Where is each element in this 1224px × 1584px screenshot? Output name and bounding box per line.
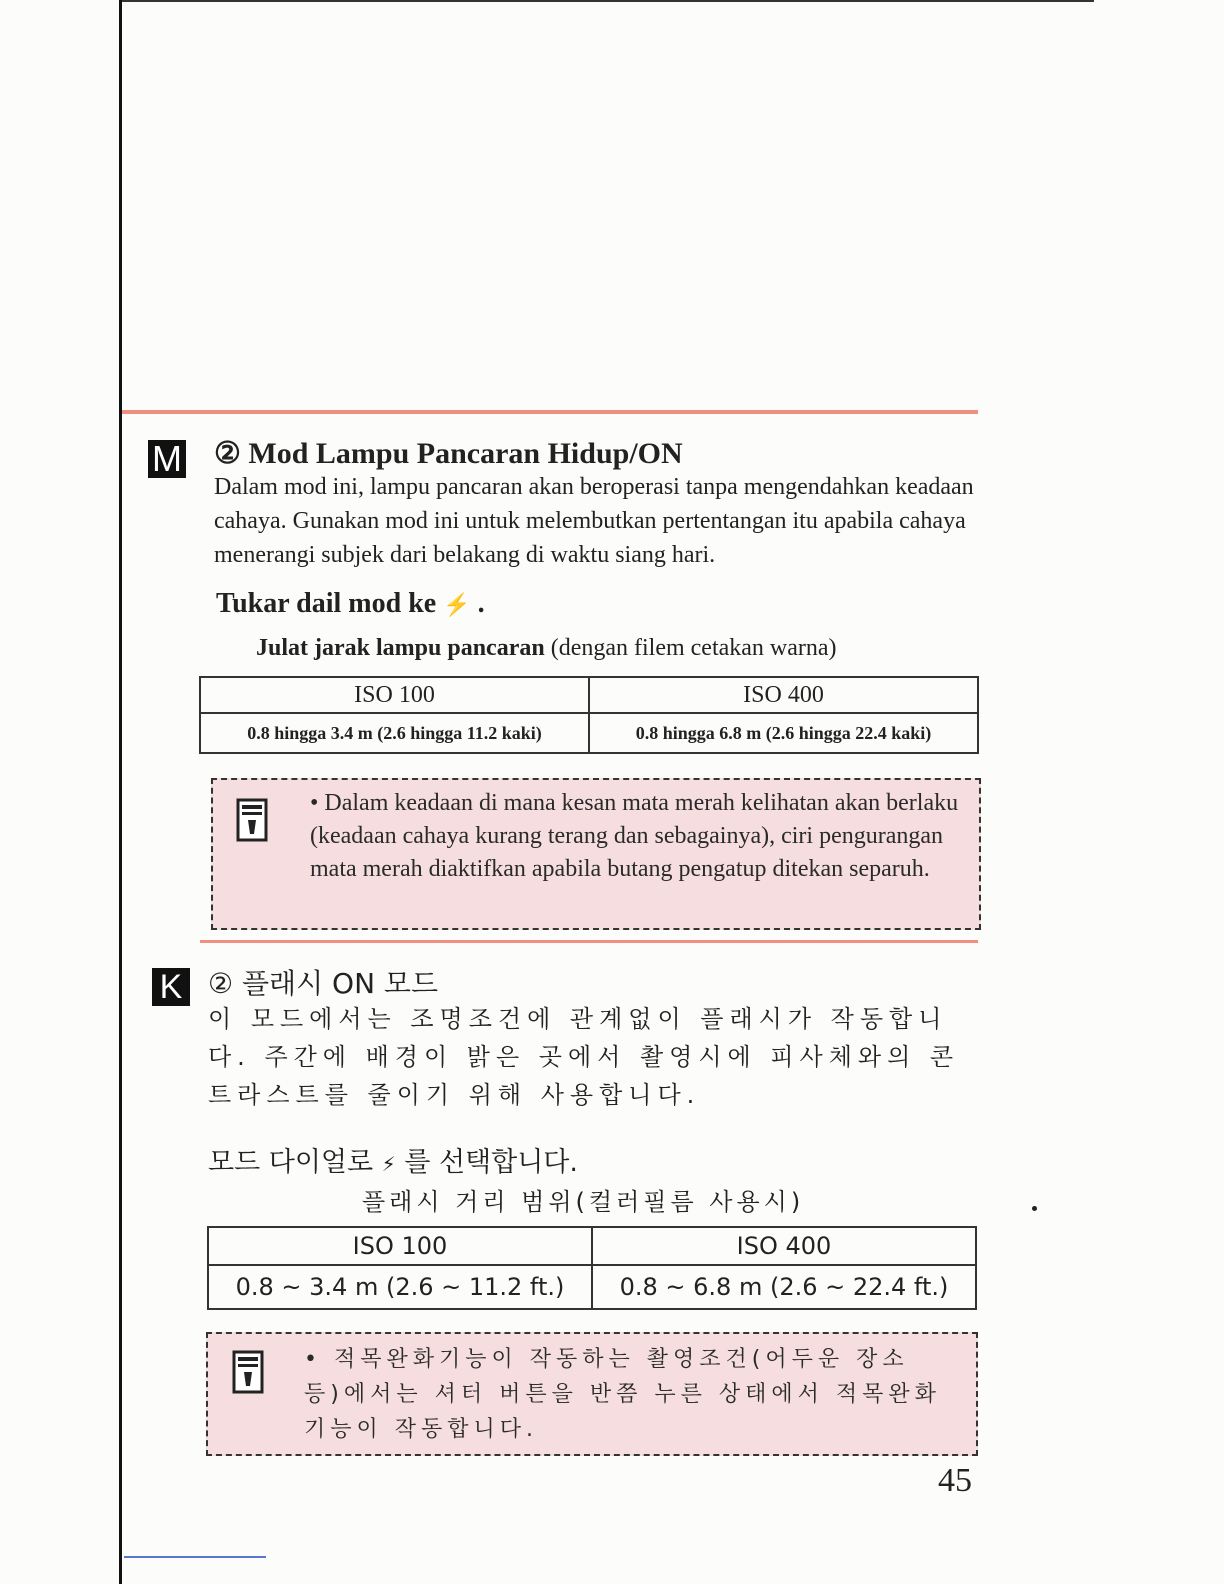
stray-dot xyxy=(1032,1206,1037,1211)
language-badge-korean: K xyxy=(152,968,190,1006)
malay-heading: ② Mod Lampu Pancaran Hidup/ON xyxy=(214,437,683,470)
language-badge-malay: M xyxy=(148,440,186,478)
memo-icon xyxy=(236,798,268,842)
korean-section-divider xyxy=(200,940,978,943)
malay-note-box xyxy=(211,778,981,930)
malay-caption-bold: Julat jarak lampu pancaran xyxy=(256,635,545,661)
korean-instruction-after: 를 선택합니다. xyxy=(404,1147,578,1178)
malay-instruction xyxy=(216,588,485,620)
flash-icon: ⚡ xyxy=(381,1152,396,1176)
korean-note-box xyxy=(206,1332,978,1456)
malay-instruction-text: Tukar dail mod ke xyxy=(216,588,437,619)
korean-instruction xyxy=(208,1140,578,1179)
korean-instruction-before: 모드 다이얼로 xyxy=(208,1147,374,1178)
malay-table-caption xyxy=(256,635,837,662)
korean-heading: ② 플래시 ON 모드 xyxy=(208,967,439,1000)
left-margin-rule xyxy=(119,0,122,1584)
korean-note-text: • 적목완화기능이 작동하는 촬영조건(어두운 장소 등)에서는 셔터 버튼을 반쯤 누른 상태에서 적목완화기능이 작동합니다. xyxy=(304,1347,941,1442)
page-number: 45 xyxy=(938,1462,972,1499)
malay-paragraph: Dalam mod ini, lampu pancaran akan beroperasi tanpa mengendahkan keadaan cahaya. Gunakan mod ini untuk melembutkan pertentangan itu apabila cahaya menerangi subjek dari belakang di waktu siang hari. xyxy=(214,474,974,568)
korean-value-iso100: 0.8 ~ 3.4 m (2.6 ~ 11.2 ft.) xyxy=(208,1265,592,1309)
malay-caption-normal: (dengan filem cetakan warna) xyxy=(544,635,837,661)
bottom-link-rule xyxy=(124,1556,266,1558)
flash-icon: ⚡ xyxy=(443,592,471,617)
malay-value-iso400: 0.8 hingga 6.8 m (2.6 hingga 22.4 kaki) xyxy=(589,713,978,753)
memo-icon xyxy=(232,1350,264,1394)
malay-note-text: • Dalam keadaan di mana kesan mata merah kelihatan akan berlaku (keadaan cahaya kurang terang dan sebagainya), ciri pengurangan mata merah diaktifkan apabila butang pengatup ditekan separuh. xyxy=(310,790,959,882)
malay-instruction-end: . xyxy=(477,588,485,619)
korean-table-caption: 플래시 거리 범위(컬러필름 사용시) xyxy=(362,1188,805,1216)
malay-header-iso400: ISO 400 xyxy=(589,677,978,713)
top-margin-rule xyxy=(122,0,1094,2)
korean-paragraph: 이 모드에서는 조명조건에 관계없이 플래시가 작동합니다. 주간에 배경이 밝은 곳에서 촬영시에 피사체와의 콘트라스트를 줄이기 위해 사용합니다. xyxy=(208,1005,960,1109)
korean-flash-range-table xyxy=(207,1226,977,1310)
malay-value-iso100: 0.8 hingga 3.4 m (2.6 hingga 11.2 kaki) xyxy=(200,713,589,753)
korean-header-iso100: ISO 100 xyxy=(208,1227,592,1265)
korean-value-iso400: 0.8 ~ 6.8 m (2.6 ~ 22.4 ft.) xyxy=(592,1265,976,1309)
korean-header-iso400: ISO 400 xyxy=(592,1227,976,1265)
malay-flash-range-table xyxy=(199,676,979,754)
malay-section-divider xyxy=(122,410,978,414)
malay-header-iso100: ISO 100 xyxy=(200,677,589,713)
